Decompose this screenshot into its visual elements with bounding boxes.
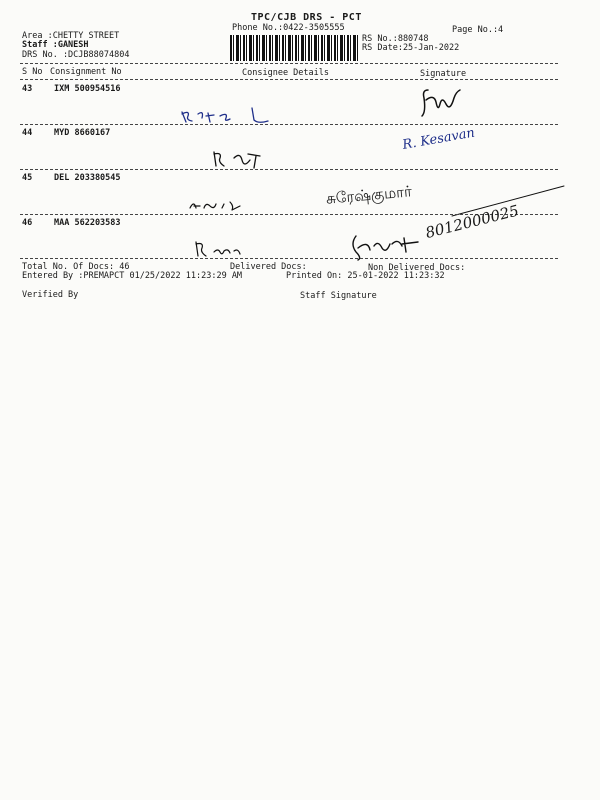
- rs-number: RS No.:880748: [362, 34, 429, 44]
- phone-number: Phone No.:0422-3505555: [232, 23, 345, 33]
- delivered-docs: Delivered Docs:: [230, 262, 307, 272]
- entered-by: Entered By :PREMAPCT 01/25/2022 11:23:29 AM: [22, 271, 243, 281]
- row-consignment: DEL 203380545: [54, 173, 121, 183]
- consignee-signature-mark: [192, 240, 252, 260]
- column-header-sno: S No: [22, 67, 43, 77]
- consignee-signature-mark: [178, 104, 278, 130]
- row-consignment: IXM 500954516: [54, 84, 121, 94]
- barcode: [230, 35, 358, 61]
- drs-number: DRS No. :DCJB88074804: [22, 50, 130, 60]
- row-consignment: MAA 562203583: [54, 218, 121, 228]
- divider: [20, 124, 558, 125]
- column-header-consignment: Consignment No: [50, 67, 122, 77]
- area-label: Area :CHETTY STREET: [22, 31, 120, 41]
- column-header-signature: Signature: [420, 69, 467, 79]
- phone-number-handwritten: 8012000025: [423, 201, 521, 242]
- row-sno: 44: [22, 128, 33, 138]
- divider: [20, 169, 558, 170]
- row-sno: 45: [22, 173, 33, 183]
- page-number: Page No.:4: [452, 25, 504, 35]
- column-header-consignee: Consignee Details: [242, 68, 329, 78]
- row-sno: 46: [22, 218, 33, 228]
- row-signature-handwritten: சுரேஷ்குமார்: [325, 182, 413, 208]
- row-signature-mark: [418, 86, 468, 120]
- total-docs: Total No. Of Docs: 46: [22, 262, 130, 272]
- non-delivered-docs: Non Delivered Docs:: [368, 263, 466, 273]
- divider: [20, 63, 558, 64]
- row-sno: 43: [22, 84, 33, 94]
- row-consignment: MYD 8660167: [54, 128, 111, 138]
- staff-signature: Staff Signature: [300, 291, 377, 301]
- verified-by: Verified By: [22, 290, 79, 300]
- row-signature-handwritten: R. Kesavan: [401, 125, 476, 153]
- divider: [20, 79, 558, 80]
- printed-on: Printed On: 25-01-2022 11:23:32: [286, 271, 445, 281]
- staff-label: Staff :GANESH: [22, 40, 89, 50]
- document-title: TPC/CJB DRS - PCT: [251, 12, 362, 23]
- consignee-signature-mark: [186, 196, 256, 214]
- rs-date: RS Date:25-Jan-2022: [362, 43, 460, 53]
- divider: [20, 258, 558, 259]
